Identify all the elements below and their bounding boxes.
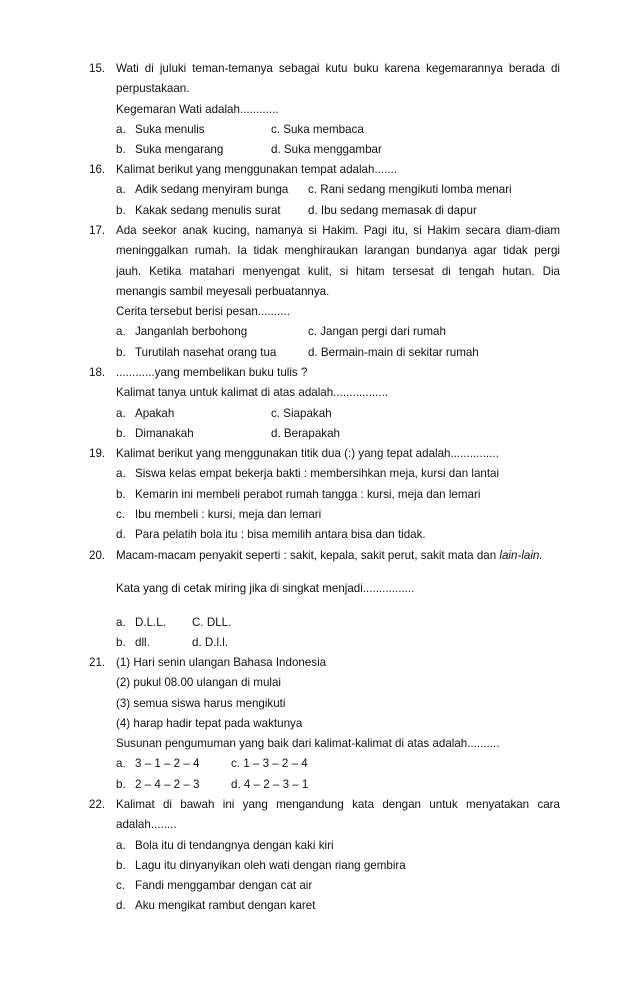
- option-row: [116, 633, 560, 653]
- question-number: 16.: [89, 163, 106, 176]
- option-b: Lagu itu dinyanyikan oleh wati dengan riang gembira: [135, 858, 406, 872]
- option-row: [116, 505, 560, 525]
- question-prompt: Kegemaran Wati adalah............: [116, 102, 279, 116]
- option-row: [116, 201, 560, 221]
- announcement-item: (3) semua siswa harus mengikuti: [116, 696, 286, 710]
- option-label: b.: [116, 635, 126, 649]
- option-d: Aku mengikat rambut dengan karet: [135, 899, 316, 913]
- option-label: c.: [116, 879, 126, 893]
- option-c: c. Siapakah: [271, 406, 332, 420]
- option-d: Para pelatih bola itu : bisa memilih antara bisa dan tidak.: [135, 528, 426, 542]
- question-body: [116, 546, 560, 653]
- option-c: c. Suka membaca: [271, 122, 364, 136]
- option-row: [116, 754, 560, 774]
- option-row: [116, 613, 560, 633]
- announcement-item: (1) Hari senin ulangan Bahasa Indonesia: [116, 656, 327, 669]
- question-stem: Kalimat berikut yang menggunakan tempat adalah.......: [116, 163, 397, 176]
- option-c: Fandi menggambar dengan cat air: [135, 879, 313, 893]
- option-a: Bola itu di tendangnya dengan kaki kiri: [135, 838, 334, 852]
- question-stem: Ada seekor anak kucing, namanya si Hakim. Pagi itu, si Hakim secara diam-diam: [116, 224, 560, 237]
- question-stem-cont: adalah........: [116, 818, 177, 832]
- question-body: [116, 160, 560, 221]
- question-prompt: Susunan pengumuman yang baik dari kalimat-kalimat di atas adalah..........: [116, 737, 500, 751]
- question-number: 18.: [89, 366, 106, 379]
- option-row: [116, 322, 560, 342]
- option-b: Kakak sedang menulis surat: [135, 203, 281, 217]
- option-label: b.: [116, 203, 126, 217]
- option-label: a.: [116, 615, 126, 629]
- option-b: 2 – 4 – 2 – 3: [135, 777, 200, 791]
- option-row: [116, 404, 560, 424]
- option-label: b.: [116, 143, 126, 157]
- option-d: d. Ibu sedang memasak di dapur: [308, 203, 477, 217]
- question-number: 20.: [89, 549, 106, 562]
- option-label: a.: [116, 838, 126, 852]
- option-label: d.: [116, 528, 126, 542]
- option-c: C. DLL.: [192, 615, 232, 629]
- option-d: d. 4 – 2 – 3 – 1: [231, 777, 309, 791]
- question-number: 15.: [89, 62, 106, 75]
- option-label: d.: [116, 899, 126, 913]
- option-row: [116, 775, 560, 795]
- question-stem-text: Macam-macam penyakit seperti : sakit, kepala, sakit perut, sakit mata dan: [116, 549, 500, 562]
- option-b: Kemarin ini membeli perabot rumah tangga : kursi, meja dan lemari: [135, 487, 481, 501]
- option-d: d. Suka menggambar: [271, 143, 382, 157]
- question-number: 19.: [89, 447, 106, 460]
- option-label: a.: [116, 325, 126, 339]
- option-a: D.L.L.: [135, 615, 166, 629]
- option-row: [116, 120, 560, 140]
- option-row: [116, 836, 560, 856]
- option-label: b.: [116, 487, 126, 501]
- option-b: Suka mengarang: [135, 143, 224, 157]
- question-stem: ............yang membelikan buku tulis ?: [116, 366, 308, 379]
- option-d: d. Bermain-main di sekitar rumah: [308, 345, 479, 359]
- option-label: a.: [116, 183, 126, 197]
- option-d: d. D.l.l.: [192, 635, 229, 649]
- question-number: 21.: [89, 656, 106, 669]
- option-a: Janganlah berbohong: [135, 325, 248, 339]
- option-row: [116, 140, 560, 160]
- question-stem: Kalimat di bawah ini yang mengandung kata dengan untuk menyatakan cara: [116, 798, 560, 811]
- option-row: [116, 343, 560, 363]
- question-prompt: Cerita tersebut berisi pesan..........: [116, 305, 290, 319]
- option-row: [116, 180, 560, 200]
- question-stem-cont: perpustakaan.: [116, 82, 190, 96]
- question-number: 17.: [89, 224, 106, 237]
- italic-term: lain-lain.: [499, 549, 543, 562]
- question-body: [116, 363, 560, 444]
- question-body: [116, 653, 560, 795]
- option-c: c. Jangan pergi dari rumah: [308, 325, 446, 339]
- announcement-item: (4) harap hadir tepat pada waktunya: [116, 716, 303, 730]
- question-body: [116, 795, 560, 917]
- question-number: 22.: [89, 798, 106, 811]
- question-body: [116, 444, 560, 545]
- announcement-item: (2) pukul 08.00 ulangan di mulai: [116, 676, 281, 690]
- question-stem: Wati di juluki teman-temanya sebagai kutu buku karena kegemarannya berada di: [116, 62, 560, 75]
- option-row: [116, 485, 560, 505]
- option-a: 3 – 1 – 2 – 4: [135, 757, 200, 771]
- option-label: a.: [116, 406, 126, 420]
- option-label: a.: [116, 757, 126, 771]
- question-body: [116, 221, 560, 363]
- question-prompt: Kalimat tanya untuk kalimat di atas adalah.................: [116, 386, 388, 400]
- option-label: b.: [116, 345, 126, 359]
- option-a: Adik sedang menyiram bunga: [135, 183, 289, 197]
- question-stem: menangis sambil meyesali perbuatannya.: [116, 284, 330, 298]
- option-a: Suka menulis: [135, 122, 205, 136]
- option-c: c. Rani sedang mengikuti lomba menari: [308, 183, 512, 197]
- option-row: [116, 525, 560, 545]
- option-a: Siswa kelas empat bekerja bakti : membersihkan meja, kursi dan lantai: [135, 467, 500, 481]
- option-b: Dimanakah: [135, 426, 194, 440]
- option-label: a.: [116, 122, 126, 136]
- option-label: c.: [116, 507, 126, 521]
- question-stem: jauh. Ketika matahari menyengat kulit, si hitam tersesat di tengah hutan. Dia: [116, 264, 560, 278]
- option-row: [116, 896, 560, 916]
- question-stem: Kalimat berikut yang menggunakan titik dua (:) yang tepat adalah...............: [116, 447, 499, 460]
- option-label: b.: [116, 426, 126, 440]
- option-label: a.: [116, 467, 126, 481]
- option-c: c. 1 – 3 – 2 – 4: [231, 757, 308, 771]
- option-row: [116, 876, 560, 896]
- option-row: [116, 464, 560, 484]
- option-label: b.: [116, 858, 126, 872]
- question-stem: meninggalkan rumah. Ia tidak menghiraukan larangan bundanya agar tidak pergi: [116, 244, 560, 258]
- question-stem: [116, 546, 560, 566]
- option-d: d. Berapakah: [271, 426, 340, 440]
- option-row: [116, 856, 560, 876]
- option-c: Ibu membeli : kursi, meja dan lemari: [135, 507, 322, 521]
- option-label: b.: [116, 777, 126, 791]
- option-row: [116, 424, 560, 444]
- question-body: [116, 59, 560, 160]
- option-b: dll.: [135, 635, 150, 649]
- option-a: Apakah: [135, 406, 175, 420]
- question-prompt: Kata yang di cetak miring jika di singkat menjadi................: [116, 582, 415, 596]
- option-b: Turutilah nasehat orang tua: [135, 345, 277, 359]
